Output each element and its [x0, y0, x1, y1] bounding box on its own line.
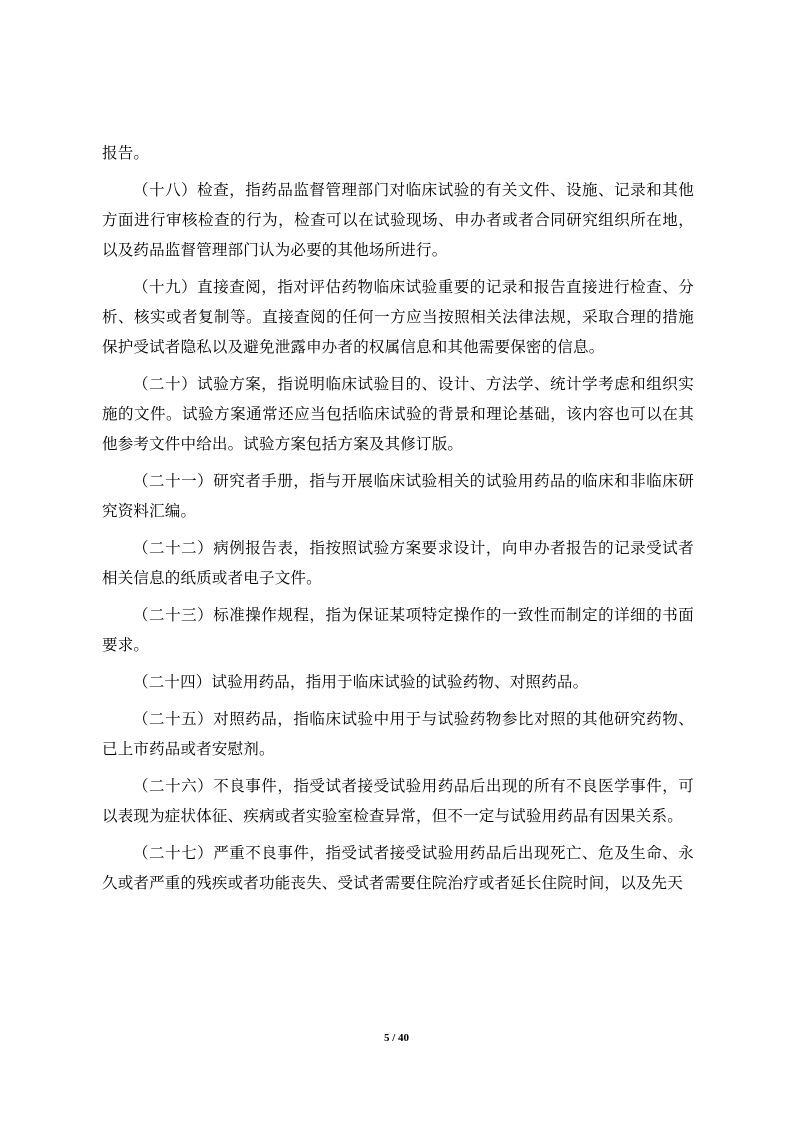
paragraph-21-investigator-brochure: （二十一）研究者手册，指与开展临床试验相关的试验用药品的临床和非临床研究资料汇编。 — [102, 472, 694, 520]
paragraph-26-adverse-event: （二十六）不良事件，指受试者接受试验用药品后出现的所有不良医学事件，可以表现为症状体征、疾病或者实验室检查异常，但不一定与试验用药品有因果关系。 — [102, 777, 694, 825]
paragraph-continuation: 报告。 — [102, 144, 150, 162]
document-body — [102, 138, 694, 905]
paragraph-22-case-report-form: （二十二）病例报告表，指按照试验方案要求设计，向申办者报告的记录受试者相关信息的纸质或者电子文件。 — [102, 539, 694, 587]
paragraph-18-inspection: （十八）检查，指药品监督管理部门对临床试验的有关文件、设施、记录和其他方面进行审核检查的行为，检查可以在试验现场、申办者或者合同研究组织所在地，以及药品监督管理部门认为必要的其他场所进行。 — [102, 181, 694, 259]
paragraph-25-comparator: （二十五）对照药品，指临床试验中用于与试验药物参比对照的其他研究药物、已上市药品或者安慰剂。 — [102, 710, 694, 758]
paragraph-24-investigational-product: （二十四）试验用药品，指用于临床试验的试验药物、对照药品。 — [133, 673, 589, 691]
paragraph-27-serious-adverse-event: （二十七）严重不良事件，指受试者接受试验用药品后出现死亡、危及生命、永久或者严重的残疾或者功能丧失、受试者需要住院治疗或者延长住院时间，以及先天 — [102, 844, 694, 892]
paragraph-20-protocol: （二十）试验方案，指说明临床试验目的、设计、方法学、统计学考虑和组织实施的文件。试验方案通常还应当包括临床试验的背景和理论基础，该内容也可以在其他参考文件中给出。试验方案包括方案及其修订版。 — [102, 375, 694, 453]
paragraph-19-direct-access: （十九）直接查阅，指对评估药物临床试验重要的记录和报告直接进行检查、分析、核实或者复制等。直接查阅的任何一方应当按照相关法律法规，采取合理的措施保护受试者隐私以及避免泄露申办者的权属信息和其他需要保密的信息。 — [102, 278, 694, 356]
page-number: 5 / 40 — [383, 1032, 410, 1044]
paragraph-23-sop: （二十三）标准操作规程，指为保证某项特定操作的一致性而制定的详细的书面要求。 — [102, 606, 694, 654]
